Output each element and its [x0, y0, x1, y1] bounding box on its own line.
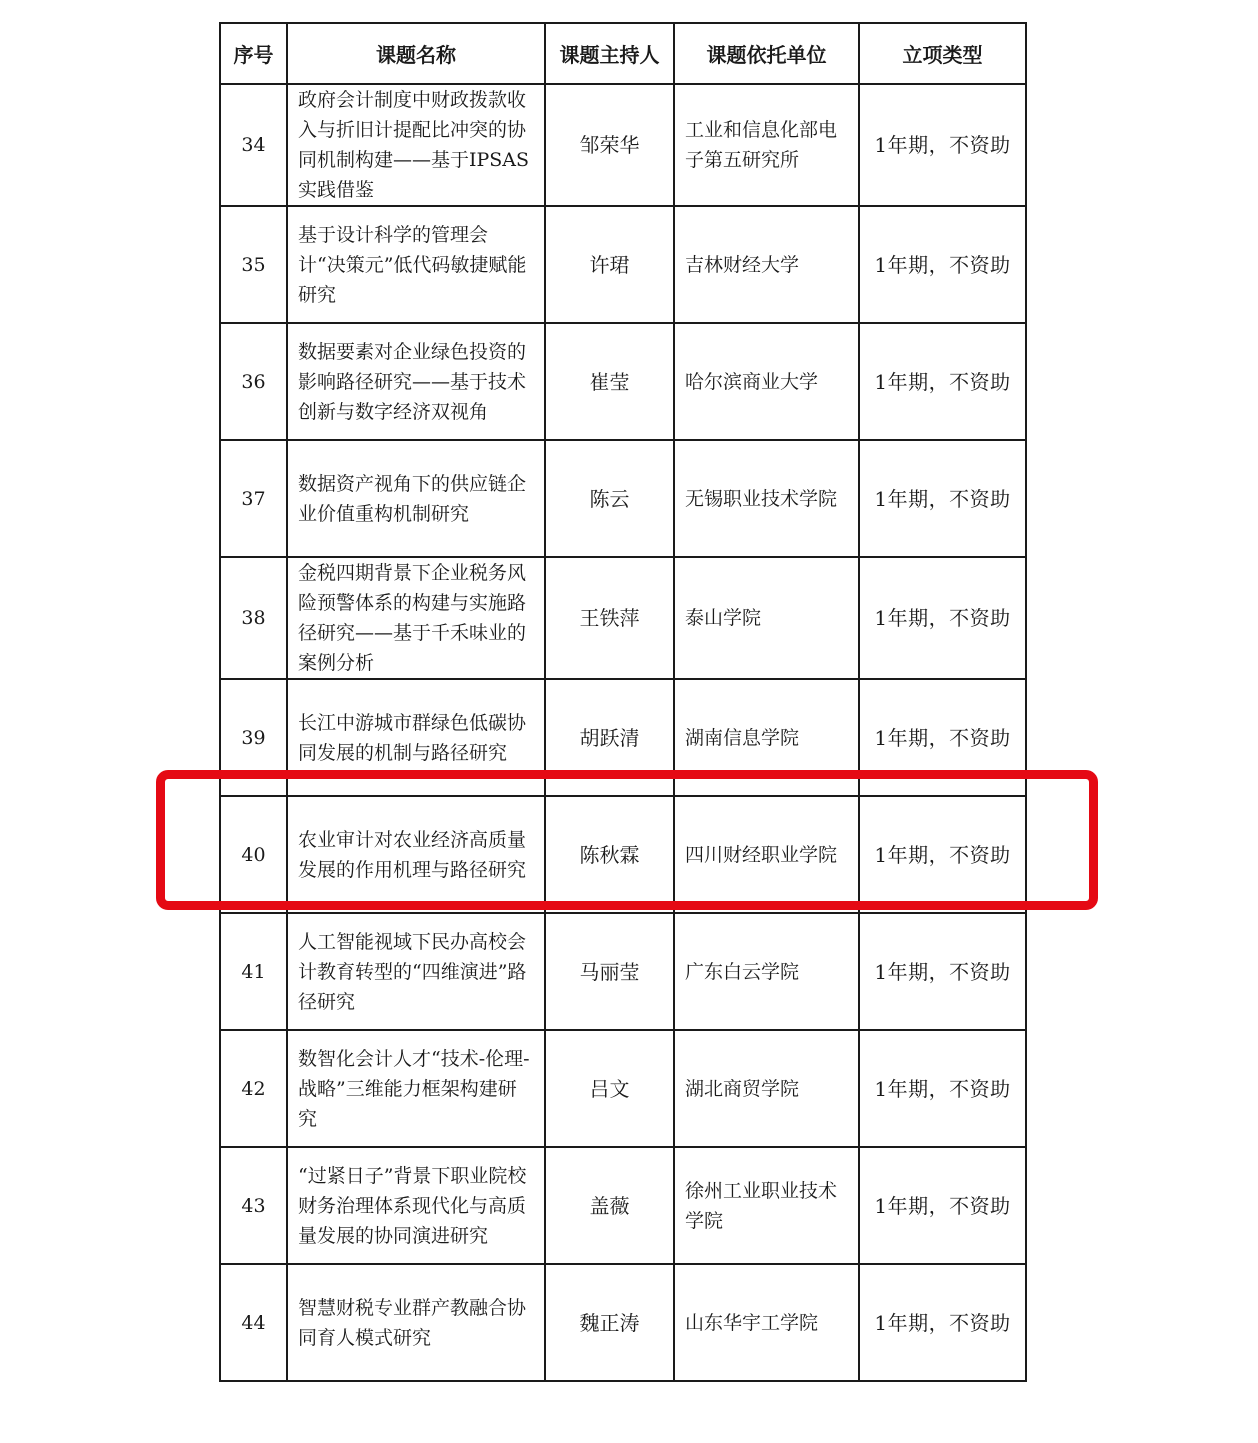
- row-project-title: 数据要素对企业绿色投资的影响路径研究——基于技术创新与数字经济双视角: [287, 323, 545, 440]
- row-project-type: 1年期，不资助: [859, 913, 1026, 1030]
- table-row: [220, 557, 1026, 679]
- row-serial-number: 39: [220, 679, 287, 796]
- row-project-title: “过紧日子”背景下职业院校财务治理体系现代化与高质量发展的协同演进研究: [287, 1147, 545, 1264]
- row-host-unit: 山东华宇工学院: [674, 1264, 859, 1381]
- table-header-row: [220, 23, 1026, 84]
- row-project-host: 陈云: [545, 440, 674, 557]
- table-row: [220, 206, 1026, 323]
- row-project-title: 政府会计制度中财政拨款收入与折旧计提配比冲突的协同机制构建——基于IPSAS实践借鉴: [287, 84, 545, 206]
- row-project-type: 1年期，不资助: [859, 557, 1026, 679]
- row-project-host: 盖薇: [545, 1147, 674, 1264]
- table-row: [220, 84, 1026, 206]
- row-serial-number: 44: [220, 1264, 287, 1381]
- row-serial-number: 38: [220, 557, 287, 679]
- row-project-type: 1年期，不资助: [859, 796, 1026, 913]
- row-project-host: 吕文: [545, 1030, 674, 1147]
- row-host-unit: 哈尔滨商业大学: [674, 323, 859, 440]
- row-project-type: 1年期，不资助: [859, 206, 1026, 323]
- row-serial-number: 35: [220, 206, 287, 323]
- row-serial-number: 42: [220, 1030, 287, 1147]
- row-serial-number: 41: [220, 913, 287, 1030]
- project-list-table-wrapper: [219, 22, 1025, 1382]
- header-project-title: 课题名称: [287, 23, 545, 84]
- row-project-title: 金税四期背景下企业税务风险预警体系的构建与实施路径研究——基于千禾味业的案例分析: [287, 557, 545, 679]
- row-host-unit: 广东白云学院: [674, 913, 859, 1030]
- row-project-host: 胡跃清: [545, 679, 674, 796]
- project-list-table: [219, 22, 1027, 1382]
- row-project-title: 智慧财税专业群产教融合协同育人模式研究: [287, 1264, 545, 1381]
- row-serial-number: 34: [220, 84, 287, 206]
- row-project-title: 基于设计科学的管理会计“决策元”低代码敏捷赋能研究: [287, 206, 545, 323]
- row-host-unit: 吉林财经大学: [674, 206, 859, 323]
- header-project-host: 课题主持人: [545, 23, 674, 84]
- row-project-host: 崔莹: [545, 323, 674, 440]
- table-row: [220, 1030, 1026, 1147]
- row-project-title: 长江中游城市群绿色低碳协同发展的机制与路径研究: [287, 679, 545, 796]
- row-host-unit: 湖南信息学院: [674, 679, 859, 796]
- row-project-type: 1年期，不资助: [859, 1264, 1026, 1381]
- row-project-host: 魏正涛: [545, 1264, 674, 1381]
- table-row: [220, 440, 1026, 557]
- row-host-unit: 泰山学院: [674, 557, 859, 679]
- red-highlight-box: [156, 770, 1098, 910]
- row-serial-number: 43: [220, 1147, 287, 1264]
- row-project-type: 1年期，不资助: [859, 1030, 1026, 1147]
- row-host-unit: 徐州工业职业技术学院: [674, 1147, 859, 1264]
- row-serial-number: 40: [220, 796, 287, 913]
- row-host-unit: 无锡职业技术学院: [674, 440, 859, 557]
- table-row: [220, 1147, 1026, 1264]
- header-host-unit: 课题依托单位: [674, 23, 859, 84]
- table-row: [220, 323, 1026, 440]
- row-project-title: 数据资产视角下的供应链企业价值重构机制研究: [287, 440, 545, 557]
- table-row: [220, 1264, 1026, 1381]
- row-host-unit: 四川财经职业学院: [674, 796, 859, 913]
- row-serial-number: 36: [220, 323, 287, 440]
- row-host-unit: 湖北商贸学院: [674, 1030, 859, 1147]
- row-project-host: 陈秋霖: [545, 796, 674, 913]
- row-host-unit: 工业和信息化部电子第五研究所: [674, 84, 859, 206]
- row-project-title: 人工智能视域下民办高校会计教育转型的“四维演进”路径研究: [287, 913, 545, 1030]
- row-project-type: 1年期，不资助: [859, 1147, 1026, 1264]
- row-project-host: 王铁萍: [545, 557, 674, 679]
- row-project-host: 马丽莹: [545, 913, 674, 1030]
- table-row: [220, 913, 1026, 1030]
- row-project-type: 1年期，不资助: [859, 440, 1026, 557]
- row-project-type: 1年期，不资助: [859, 679, 1026, 796]
- header-serial-number: 序号: [220, 23, 287, 84]
- row-project-host: 邹荣华: [545, 84, 674, 206]
- row-project-host: 许珺: [545, 206, 674, 323]
- row-project-title: 数智化会计人才“技术-伦理-战略”三维能力框架构建研究: [287, 1030, 545, 1147]
- header-project-type: 立项类型: [859, 23, 1026, 84]
- row-project-type: 1年期，不资助: [859, 84, 1026, 206]
- row-project-title: 农业审计对农业经济高质量发展的作用机理与路径研究: [287, 796, 545, 913]
- row-serial-number: 37: [220, 440, 287, 557]
- row-project-type: 1年期，不资助: [859, 323, 1026, 440]
